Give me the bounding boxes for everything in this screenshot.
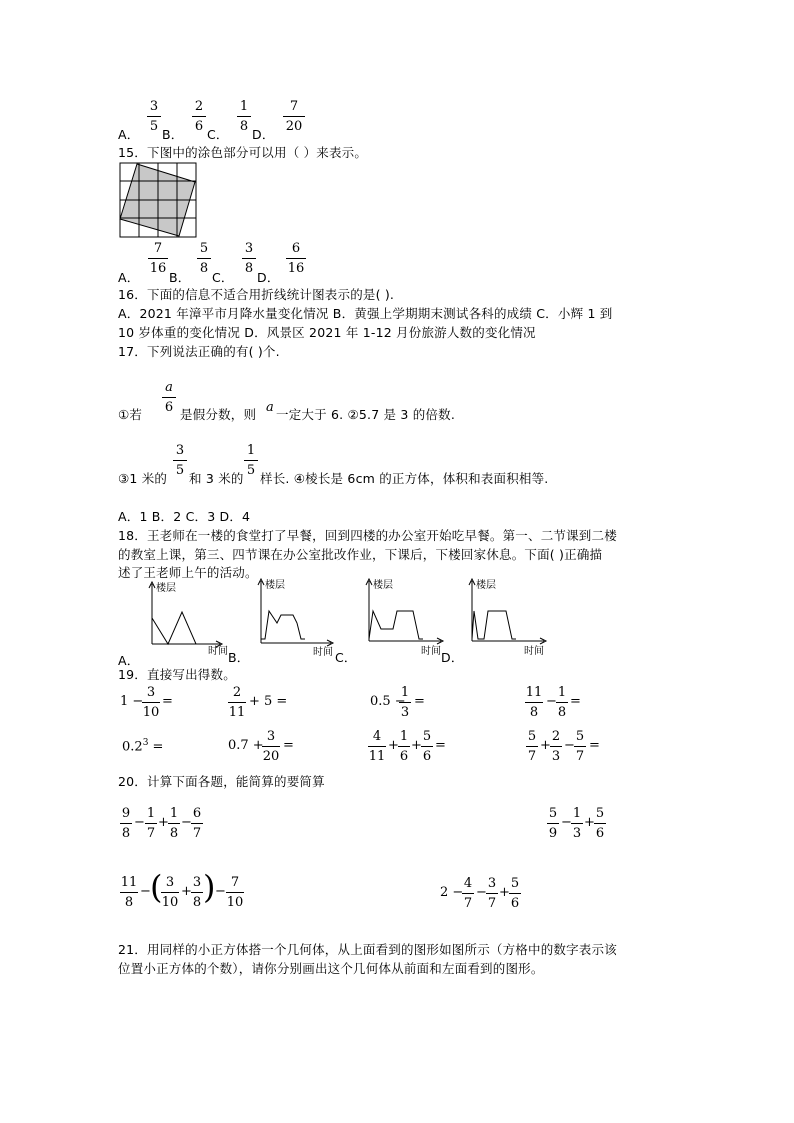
q20-e3-fraction-4: 7 10	[226, 875, 244, 910]
q17-options: A．1 B．2 C．3 D．4	[118, 509, 251, 524]
q19-r1c2-tail: + 5 =	[249, 694, 288, 709]
q17-stem: 17．下列说法正确的有( )个.	[118, 344, 280, 359]
q20-e2-fraction-3: 5 6	[595, 806, 605, 841]
q20-e1-fraction-1: 9 8	[121, 806, 131, 841]
q20-e1-fraction-4: 6 7	[192, 806, 202, 841]
q19-r2c4-op1: +	[540, 738, 551, 753]
q19-r1c4-fraction-1: 11 8	[525, 685, 543, 720]
q19-r2c3-fraction-2: 1 6	[399, 729, 409, 764]
q15-option-a-fraction: 7 16	[149, 241, 167, 276]
q15-option-b-label: B．	[169, 270, 191, 285]
q19-r2c3-op1: +	[388, 738, 399, 753]
q18-graph-a	[146, 578, 241, 660]
q19-r2c4-fraction-3: 5 7	[575, 729, 585, 764]
q15-option-b-fraction: 5 8	[197, 241, 211, 276]
q17-s3-mid: 和 3 米的	[189, 471, 244, 486]
q19-r1c1-fraction: 3 10	[142, 685, 160, 720]
q19-r2c2-tail: =	[283, 738, 294, 753]
q14-option-a-fraction: 3 5	[147, 99, 161, 134]
q19-r1c4-op: −	[546, 694, 557, 709]
q20-e1-fraction-2: 1 7	[146, 806, 156, 841]
q14-option-d-fraction: 7 20	[283, 99, 305, 134]
q17-s1-mid: 是假分数，则	[180, 407, 257, 422]
q20-e3-fraction-2: 3 10	[161, 875, 179, 910]
q18-graph-a-x-label: 时间	[208, 646, 228, 657]
q20-stem: 20．计算下面各题，能简算的要简算	[118, 774, 325, 789]
q20-e2-fraction-1: 5 9	[548, 806, 558, 841]
q18-option-a-label: A．	[118, 653, 140, 668]
q19-r1c4-tail: =	[570, 694, 581, 709]
q15-option-a-label: A．	[118, 270, 140, 285]
q18-graph-b-x-label: 时间	[313, 647, 333, 658]
q14-option-b-label: B．	[162, 127, 184, 142]
q19-r2c3-tail: =	[435, 738, 446, 753]
q20-e2-fraction-2: 1 3	[572, 806, 582, 841]
q18-option-d-label: D．	[441, 650, 464, 665]
q20-e3-fraction-3: 3 8	[192, 875, 202, 910]
q19-r1c2-fraction: 2 11	[228, 685, 246, 720]
q14-option-a-label: A．	[118, 127, 140, 142]
q14-option-c-label: C．	[207, 127, 229, 142]
q17-s3-fraction-2: 1 5	[244, 443, 258, 478]
q14-option-d-label: D．	[252, 127, 275, 142]
q14-option-c-fraction: 1 8	[237, 99, 251, 134]
q15-stem: 15．下图中的涂色部分可以用（ ）来表示。	[118, 145, 368, 160]
q18-graph-a-y-label: 楼层	[156, 583, 176, 594]
q17-s1-prefix: ①若	[118, 407, 143, 422]
q20-e4-fraction-1: 4 7	[463, 876, 473, 911]
q18-graph-d	[466, 575, 561, 660]
q16-options-line2: 10 岁体重的变化情况 D．风景区 2021 年 1-12 月份旅游人数的变化情况	[118, 325, 536, 340]
q19-r1c1-tail: =	[162, 694, 173, 709]
q18-option-b-label: B．	[228, 650, 250, 665]
q19-r2c2-fraction: 3 20	[262, 729, 280, 764]
q21-line2: 位置小正方体的个数），请你分别画出这个几何体从前面和左面看到的图形。	[118, 961, 544, 976]
q17-s3-tail: 样长. ④棱长是 6cm 的正方体，体积和表面积相等.	[260, 471, 549, 486]
q19-r2c3-op2: +	[411, 738, 422, 753]
q19-r1c3-lead: 0.5 −	[370, 694, 406, 709]
q20-e3-right-paren: )	[203, 868, 216, 906]
q19-r2c4-fraction-2: 2 3	[551, 729, 561, 764]
q17-s1-fraction: a 6	[162, 380, 176, 415]
q19-r2c4-fraction-1: 5 7	[527, 729, 537, 764]
q18-graph-c-x-label: 时间	[421, 646, 441, 657]
q15-option-c-fraction: 3 8	[242, 241, 256, 276]
q18-graph-c-y-label: 楼层	[373, 580, 393, 591]
q18-line2: 的教室上课，第三、四节课在办公室批改作业，下课后，下楼回家休息。下面( )正确描	[118, 547, 603, 562]
q19-r2c3-fraction-1: 4 11	[368, 729, 386, 764]
q20-e4-fraction-3: 5 6	[510, 876, 520, 911]
q19-r1c1-lead: 1 −	[120, 694, 144, 709]
q19-r2c4-op2: −	[564, 738, 575, 753]
q18-graph-d-y-label: 楼层	[476, 580, 496, 591]
q15-option-d-fraction: 6 16	[287, 241, 305, 276]
q18-line1: 18．王老师在一楼的食堂打了早餐，回到四楼的办公室开始吃早餐。第一、二节课到二楼	[118, 528, 617, 543]
q17-s1-tail: 一定大于 6. ②5.7 是 3 的倍数.	[276, 407, 456, 422]
q18-option-c-label: C．	[335, 650, 357, 665]
q16-stem: 16．下面的信息不适合用折线统计图表示的是( ).	[118, 287, 395, 302]
q21-line1: 21．用同样的小正方体搭一个几何体，从上面看到的图形如图所示（方格中的数字表示该	[118, 942, 617, 957]
q14-option-b-fraction: 2 6	[192, 99, 206, 134]
q15-option-c-label: C．	[212, 270, 234, 285]
q15-option-d-label: D．	[257, 270, 280, 285]
q19-r2c3-fraction-3: 5 6	[422, 729, 432, 764]
q18-graph-d-x-label: 时间	[524, 646, 544, 657]
q20-e4-fraction-2: 3 7	[487, 876, 497, 911]
q15-grid-figure	[119, 162, 197, 238]
q19-r2c1: $0.2^3$ =	[122, 738, 164, 755]
q19-r1c4-fraction-2: 1 8	[557, 685, 567, 720]
q20-e1-fraction-3: 1 8	[169, 806, 179, 841]
q19-r1c3-fraction: 1 3	[400, 685, 410, 720]
q17-s1-var: a	[266, 400, 274, 415]
q19-r2c4-tail: =	[589, 738, 600, 753]
q19-r2c2-lead: 0.7 +	[228, 738, 264, 753]
q18-graph-b-y-label: 楼层	[265, 580, 285, 591]
q16-options-line1: A．2021 年漳平市月降水量变化情况 B．黄强上学期期末测试各科的成绩 C．小辉 1 到	[118, 306, 613, 321]
q17-s3-fraction-1: 3 5	[173, 443, 187, 478]
q18-line3: 述了王老师上午的活动。	[118, 565, 258, 580]
q20-e3-fraction-1: 11 8	[120, 875, 138, 910]
q19-stem: 19．直接写出得数。	[118, 667, 236, 682]
q20-e3-left-paren: (	[150, 868, 163, 906]
q19-r1c3-tail: =	[414, 694, 425, 709]
q17-s3-prefix: ③1 米的	[118, 471, 168, 486]
